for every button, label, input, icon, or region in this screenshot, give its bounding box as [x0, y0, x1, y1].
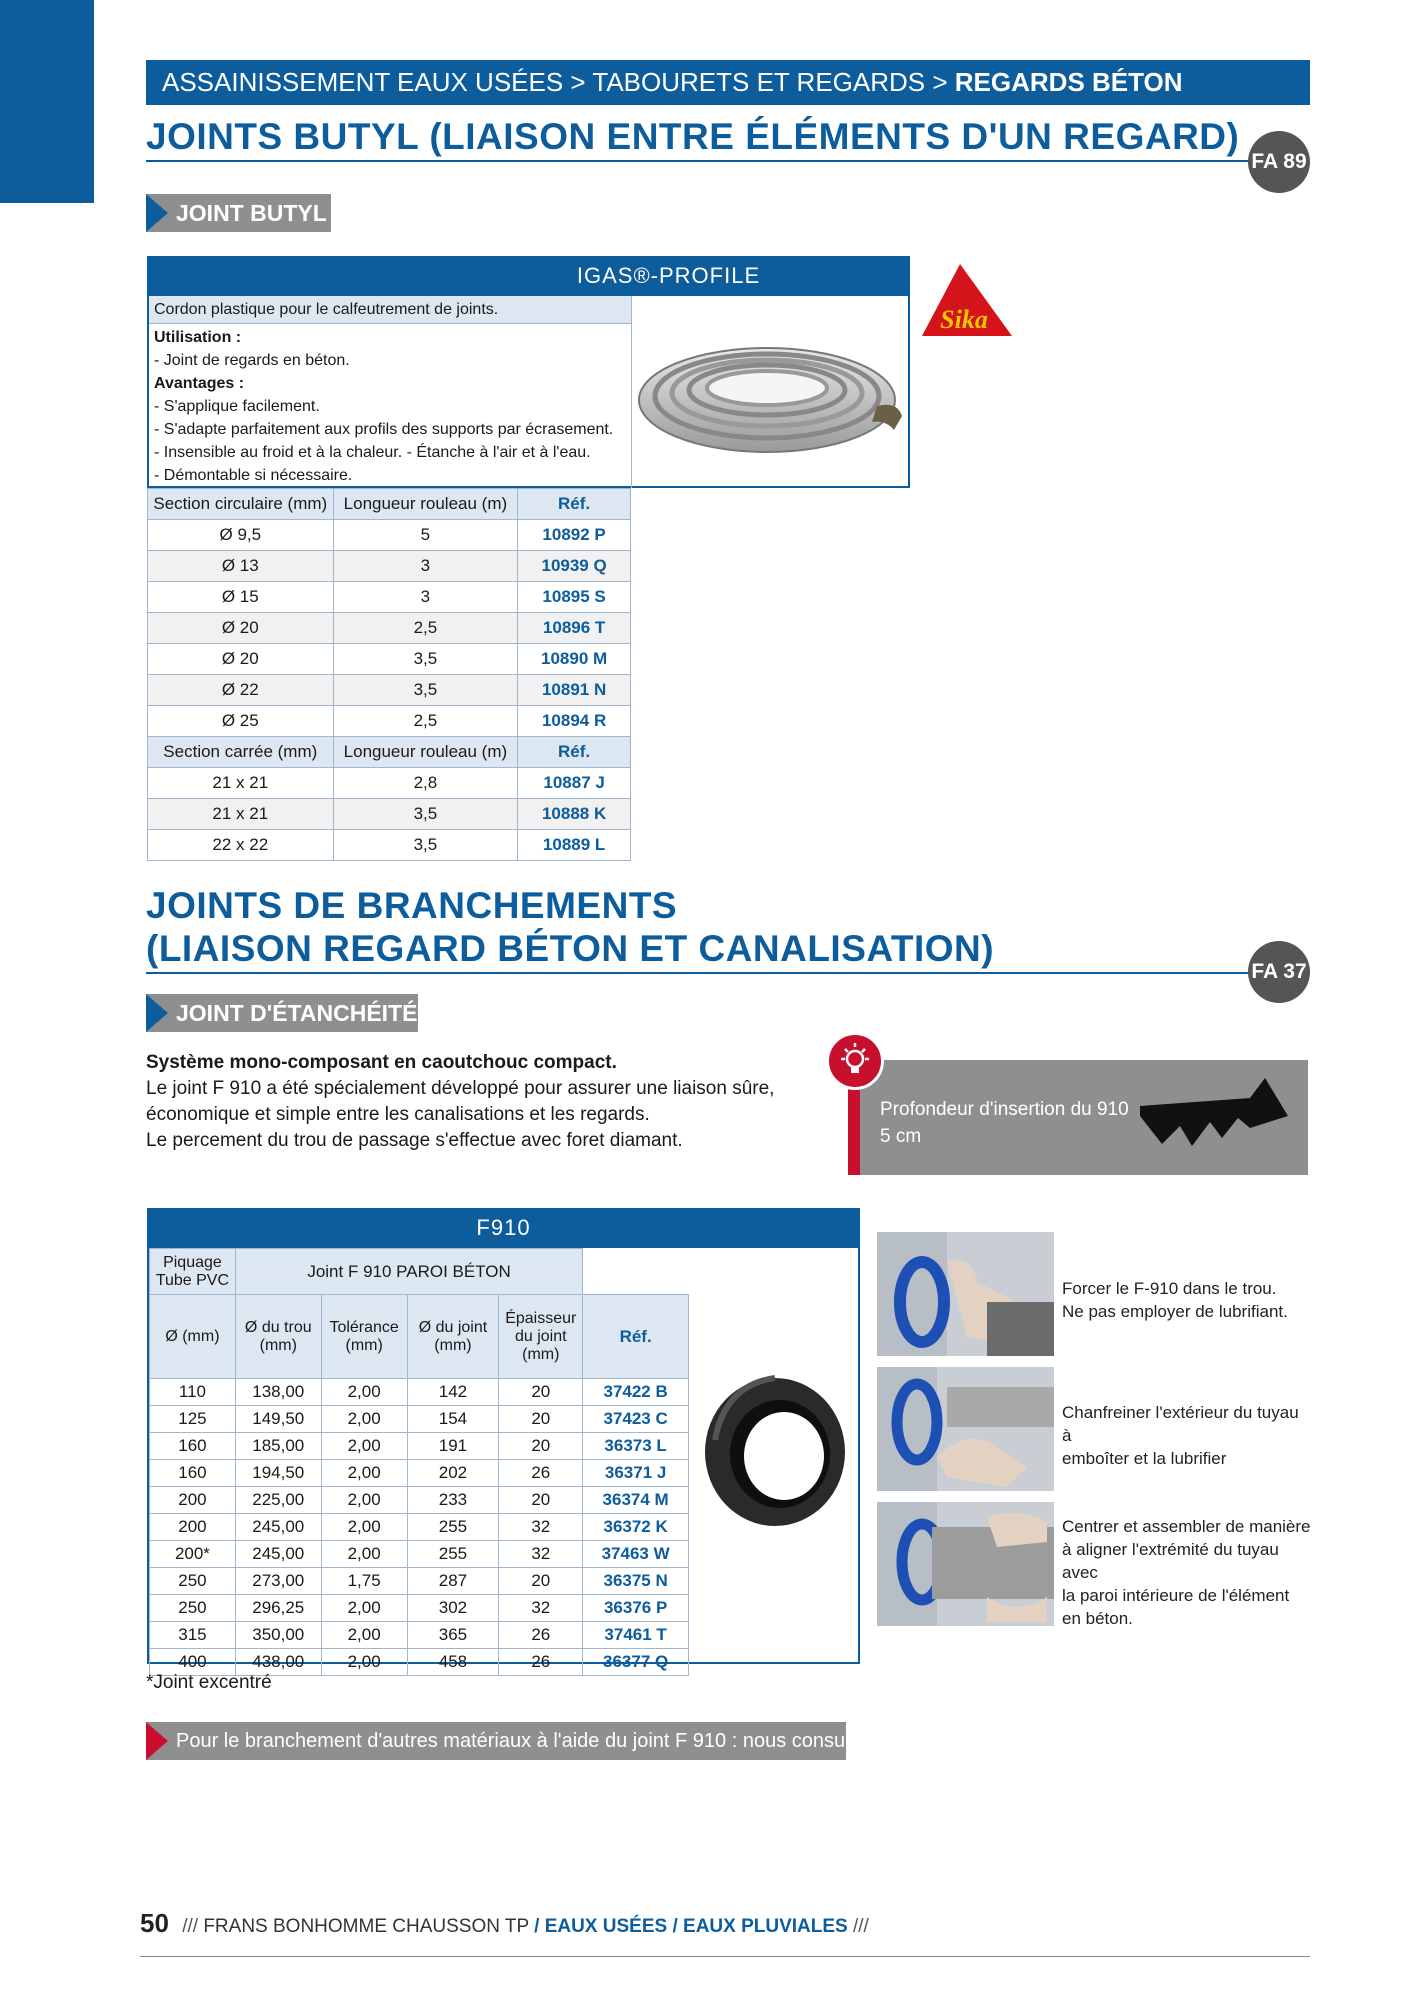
cell: 191 [407, 1433, 499, 1460]
intro-bold: Système mono-composant en caoutchouc compact. [146, 1052, 617, 1073]
cell: 20 [499, 1487, 583, 1514]
cell: 200* [150, 1541, 236, 1568]
f910-header: F910 [147, 1208, 860, 1248]
step3-image [877, 1502, 1054, 1626]
cell: 225,00 [235, 1487, 321, 1514]
cell: 2,00 [321, 1649, 407, 1676]
info-line: 5 cm [880, 1126, 922, 1147]
butyl-roll-image [631, 296, 910, 488]
cell: Ø 20 [148, 613, 334, 644]
cell: 233 [407, 1487, 499, 1514]
cell: 20 [499, 1379, 583, 1406]
table-row [148, 520, 631, 551]
igas-description: Cordon plastique pour le calfeutrement de joints. [149, 296, 631, 324]
corner-tab [0, 0, 94, 203]
section2-title-line2: (LIAISON REGARD BÉTON ET CANALISATION) [146, 928, 995, 969]
col-header: Épaisseur du joint (mm) [499, 1295, 583, 1379]
cell: 110 [150, 1379, 236, 1406]
step-line: Forcer le F-910 dans le trou. [1062, 1279, 1277, 1298]
ref-link[interactable]: 36373 L [583, 1433, 689, 1460]
table-row [148, 706, 631, 737]
step-line: Ne pas employer de lubrifiant. [1062, 1302, 1288, 1321]
step1-text [1062, 1277, 1312, 1323]
footer-sep: / [534, 1916, 540, 1937]
butyl-circular-table [147, 488, 631, 861]
table-row [148, 613, 631, 644]
sika-logo [918, 262, 1016, 340]
table-row [148, 675, 631, 706]
cell: 5 [333, 520, 518, 551]
cell: 3,5 [333, 799, 518, 830]
section2-title-line1: JOINTS DE BRANCHEMENTS [146, 885, 678, 926]
cell: 20 [499, 1568, 583, 1595]
footer [140, 1908, 869, 1939]
cell: 22 x 22 [148, 830, 334, 861]
table-row [150, 1622, 689, 1649]
step-line: la paroi intérieure de l'élément [1062, 1586, 1290, 1605]
step-line: en béton. [1062, 1609, 1133, 1628]
section2-rule [146, 972, 1256, 974]
cell: 302 [407, 1595, 499, 1622]
cell: 287 [407, 1568, 499, 1595]
col-header: Longueur rouleau (m) [333, 737, 518, 768]
step2-text [1062, 1401, 1312, 1470]
footer-rule [140, 1956, 1310, 1957]
cell: 1,75 [321, 1568, 407, 1595]
cell: 350,00 [235, 1622, 321, 1649]
cell: 250 [150, 1568, 236, 1595]
cell: 2,00 [321, 1433, 407, 1460]
ref-link[interactable]: 10892 P [518, 520, 631, 551]
joint-butyl-tag: JOINT BUTYL [146, 194, 331, 232]
cell: 20 [499, 1433, 583, 1460]
table-row [150, 1379, 689, 1406]
cell: 3 [333, 582, 518, 613]
cell: 32 [499, 1595, 583, 1622]
usage-label: Utilisation : [154, 329, 242, 346]
table-row [150, 1514, 689, 1541]
cell: Ø 13 [148, 551, 334, 582]
cell: 3 [333, 551, 518, 582]
cell: 160 [150, 1433, 236, 1460]
cell: 3,5 [333, 644, 518, 675]
cell: 2,00 [321, 1622, 407, 1649]
table-row [148, 582, 631, 613]
ref-link[interactable]: 36372 K [583, 1514, 689, 1541]
table-row [148, 768, 631, 799]
breadcrumb-sep: > [563, 67, 593, 97]
table-row [150, 1460, 689, 1487]
cell: 138,00 [235, 1379, 321, 1406]
f910-intro [146, 1050, 786, 1154]
footer-sep: / [672, 1916, 678, 1937]
table-row [150, 1568, 689, 1595]
advantage-item: - S'applique facilement. [154, 398, 320, 415]
step-line: Chanfreiner l'extérieur du tuyau à [1062, 1403, 1299, 1445]
table-row [148, 551, 631, 582]
lightbulb-icon [826, 1032, 884, 1090]
breadcrumb-part2[interactable]: TABOURETS ET REGARDS [592, 67, 926, 97]
cell: 154 [407, 1406, 499, 1433]
table-row [148, 799, 631, 830]
cell: 3,5 [333, 675, 518, 706]
breadcrumb-part1[interactable]: ASSAINISSEMENT EAUX USÉES [162, 67, 564, 97]
ref-link[interactable]: 36375 N [583, 1568, 689, 1595]
cell: Ø 25 [148, 706, 334, 737]
cell: 142 [407, 1379, 499, 1406]
cell: 26 [499, 1622, 583, 1649]
footer-category2[interactable]: EAUX PLUVIALES [683, 1916, 848, 1937]
cell: 125 [150, 1406, 236, 1433]
f910-table [149, 1248, 689, 1676]
ref-link[interactable]: 36371 J [583, 1460, 689, 1487]
footer-sep: /// [182, 1916, 199, 1937]
ref-link[interactable]: 10888 K [518, 799, 631, 830]
cell: Ø 9,5 [148, 520, 334, 551]
info-text [880, 1096, 1129, 1150]
ref-link[interactable]: 36377 Q [583, 1649, 689, 1676]
intro-line: Le joint F 910 a été spécialement développé pour assurer une liaison sûre, [146, 1078, 775, 1099]
ref-link[interactable]: 10894 R [518, 706, 631, 737]
cell: 26 [499, 1649, 583, 1676]
cell: 2,5 [333, 613, 518, 644]
step-line: Centrer et assembler de manière [1062, 1517, 1311, 1536]
cell: 458 [407, 1649, 499, 1676]
col-header: Réf. [518, 489, 631, 520]
footer-company: FRANS BONHOMME CHAUSSON TP [203, 1916, 529, 1937]
cell: 250 [150, 1595, 236, 1622]
cell: 194,50 [235, 1460, 321, 1487]
step3-text [1062, 1515, 1312, 1630]
col-header: Tolérance (mm) [321, 1295, 407, 1379]
ref-link[interactable]: 10887 J [518, 768, 631, 799]
cell: 149,50 [235, 1406, 321, 1433]
usage-item: - Joint de regards en béton. [154, 352, 350, 369]
ref-link[interactable]: 37423 C [583, 1406, 689, 1433]
ref-link[interactable]: 37422 B [583, 1379, 689, 1406]
section1-rule [146, 160, 1256, 162]
joint-etancheite-tag: JOINT D'ÉTANCHÉITÉ [146, 994, 418, 1032]
igas-header: IGAS®-PROFILE [147, 256, 910, 296]
cell: 255 [407, 1541, 499, 1568]
cell: 20 [499, 1406, 583, 1433]
advantage-item: - Démontable si nécessaire. [154, 467, 353, 484]
table-row [150, 1433, 689, 1460]
cell: 2,00 [321, 1541, 407, 1568]
group-header: Piquage Tube PVC [150, 1249, 236, 1295]
cell: 245,00 [235, 1514, 321, 1541]
cell: 160 [150, 1460, 236, 1487]
sika-brand: Sika [940, 305, 988, 334]
col-header: Ø du joint (mm) [407, 1295, 499, 1379]
cell: 2,00 [321, 1487, 407, 1514]
advantages-label: Avantages : [154, 375, 245, 392]
fa89-badge[interactable]: FA 89 [1248, 131, 1310, 193]
table-row [150, 1541, 689, 1568]
step-line: à aligner l'extrémité du tuyau avec [1062, 1540, 1279, 1582]
cell: 2,00 [321, 1595, 407, 1622]
col-header: Section carrée (mm) [148, 737, 334, 768]
ref-link[interactable]: 10889 L [518, 830, 631, 861]
cell: Ø 22 [148, 675, 334, 706]
cell: 2,00 [321, 1460, 407, 1487]
cell: 32 [499, 1541, 583, 1568]
step1-image [877, 1232, 1054, 1356]
step-line: emboîter et la lubrifier [1062, 1449, 1227, 1468]
cell: 2,00 [321, 1514, 407, 1541]
cell: Ø 15 [148, 582, 334, 613]
cell: 185,00 [235, 1433, 321, 1460]
ref-link[interactable]: 10890 M [518, 644, 631, 675]
table-row [150, 1406, 689, 1433]
cell: 26 [499, 1460, 583, 1487]
group-header: Joint F 910 PAROI BÉTON [235, 1249, 582, 1295]
cell: 2,00 [321, 1406, 407, 1433]
cell: 315 [150, 1622, 236, 1649]
cell: 438,00 [235, 1649, 321, 1676]
col-header: Longueur rouleau (m) [333, 489, 518, 520]
ref-link[interactable]: 10939 Q [518, 551, 631, 582]
advantage-item: - Insensible au froid et à la chaleur. - Étanche à l'air et à l'eau. [154, 444, 591, 461]
igas-details [149, 326, 631, 487]
col-header: Réf. [583, 1295, 689, 1379]
cell: 255 [407, 1514, 499, 1541]
col-header: Réf. [518, 737, 631, 768]
ref-link[interactable]: 10891 N [518, 675, 631, 706]
col-header: Ø (mm) [150, 1295, 236, 1379]
cell: 2,00 [321, 1379, 407, 1406]
intro-line: économique et simple entre les canalisations et les regards. [146, 1104, 650, 1125]
ref-link[interactable]: 36374 M [583, 1487, 689, 1514]
footer-category1[interactable]: EAUX USÉES [544, 1916, 668, 1937]
cell: 21 x 21 [148, 799, 334, 830]
breadcrumb-current: REGARDS BÉTON [954, 67, 1183, 97]
table-row [148, 830, 631, 861]
intro-line: Le percement du trou de passage s'effectue avec foret diamant. [146, 1130, 683, 1151]
consult-note: Pour le branchement d'autres matériaux à l'aide du joint F 910 : nous consulter. [146, 1722, 846, 1760]
ref-link[interactable]: 10895 S [518, 582, 631, 613]
cell: 365 [407, 1622, 499, 1649]
joint-profile-diagram [1130, 1076, 1290, 1156]
col-header: Section circulaire (mm) [148, 489, 334, 520]
breadcrumb [146, 60, 1310, 105]
cell: 200 [150, 1514, 236, 1541]
cell: Ø 20 [148, 644, 334, 675]
cell: 400 [150, 1649, 236, 1676]
table-row [150, 1487, 689, 1514]
advantage-item: - S'adapte parfaitement aux profils des supports par écrasement. [154, 421, 614, 438]
cell: 296,25 [235, 1595, 321, 1622]
breadcrumb-sep: > [925, 67, 955, 97]
cell: 200 [150, 1487, 236, 1514]
cell: 32 [499, 1514, 583, 1541]
table-row [148, 644, 631, 675]
ref-link[interactable]: 36376 P [583, 1595, 689, 1622]
table-row [150, 1595, 689, 1622]
ref-link[interactable]: 10896 T [518, 613, 631, 644]
cell: 21 x 21 [148, 768, 334, 799]
cell: 245,00 [235, 1541, 321, 1568]
fa37-badge[interactable]: FA 37 [1248, 941, 1310, 1003]
cell: 2,8 [333, 768, 518, 799]
f910-gasket-image [700, 1370, 850, 1530]
cell: 2,5 [333, 706, 518, 737]
cell: 273,00 [235, 1568, 321, 1595]
footnote: *Joint excentré [146, 1672, 272, 1693]
section1-title: JOINTS BUTYL (LIAISON ENTRE ÉLÉMENTS D'UN REGARD) [146, 116, 1240, 157]
cell: 202 [407, 1460, 499, 1487]
step2-image [877, 1367, 1054, 1491]
footer-sep: /// [853, 1916, 869, 1937]
ref-link[interactable]: 37463 W [583, 1541, 689, 1568]
page-number: 50 [140, 1908, 169, 1938]
col-header: Ø du trou (mm) [235, 1295, 321, 1379]
ref-link[interactable]: 37461 T [583, 1622, 689, 1649]
info-line: Profondeur d'insertion du 910 [880, 1099, 1129, 1120]
cell: 3,5 [333, 830, 518, 861]
